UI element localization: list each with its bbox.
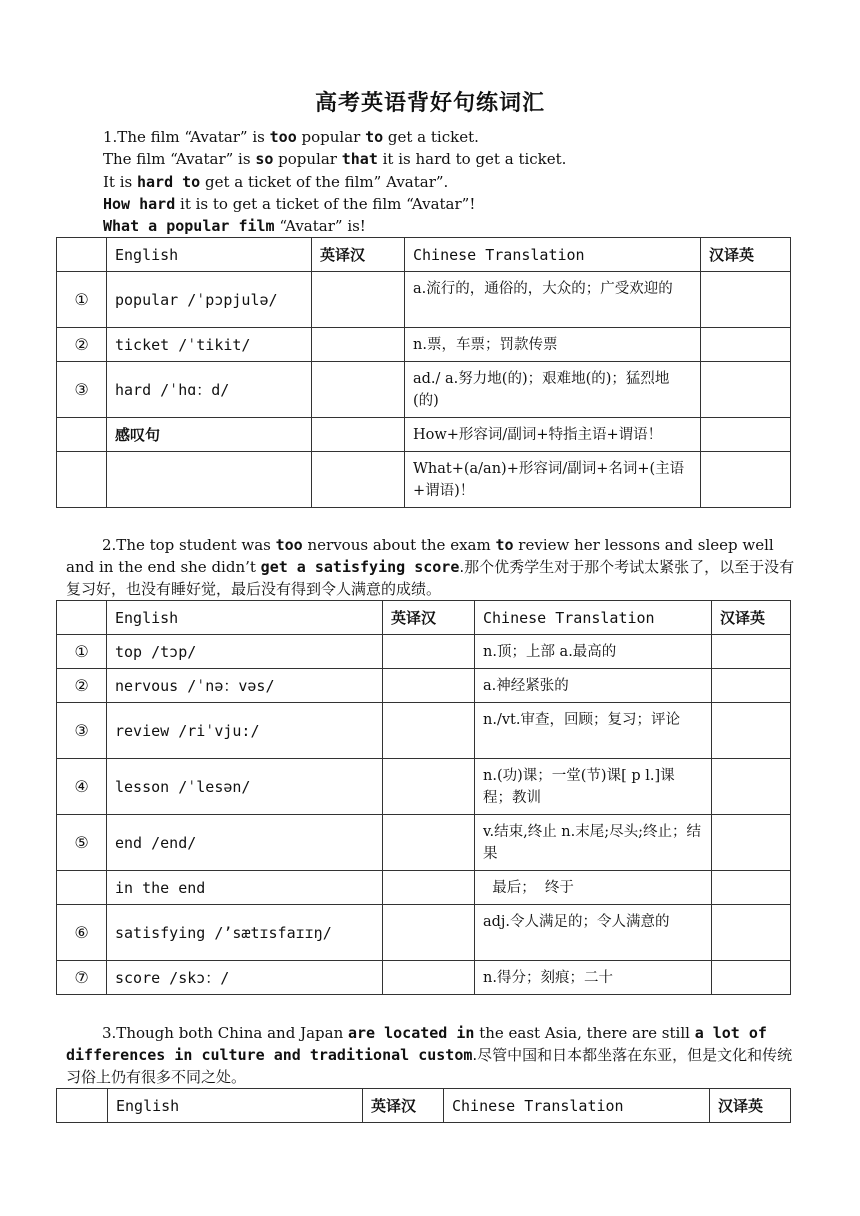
meaning-cell: n.顶；上部 a.最高的	[475, 635, 712, 669]
en-to-zh-blank[interactable]	[383, 759, 475, 815]
word-cell: popular /ˈpɔpjulə/	[107, 272, 312, 328]
table-row	[57, 815, 791, 871]
table-row	[57, 272, 791, 328]
vocab-table-3	[56, 1088, 791, 1123]
header-chinese-translation: Chinese Translation	[405, 238, 701, 272]
header-zh-to-en: 汉译英	[712, 601, 791, 635]
en-to-zh-blank[interactable]	[383, 871, 475, 905]
vocab-table-1	[56, 237, 791, 508]
table-row	[57, 961, 791, 995]
page-title: 高考英语背好句练词汇	[314, 91, 545, 116]
word-cell: in the end	[107, 871, 383, 905]
meaning-cell: What+(a/an)+形容词/副词+名词+(主语+谓语)！	[405, 452, 701, 508]
en-to-zh-blank[interactable]	[383, 635, 475, 669]
table-row	[57, 759, 791, 815]
table-row	[57, 362, 791, 418]
header-chinese-translation: Chinese Translation	[444, 1089, 710, 1123]
row-number	[57, 418, 107, 452]
row-number: ⑥	[57, 905, 107, 961]
zh-to-en-blank[interactable]	[712, 815, 791, 871]
en-to-zh-blank[interactable]	[383, 703, 475, 759]
meaning-cell: 最后； 终于	[475, 871, 712, 905]
meaning-cell: n.票，车票；罚款传票	[405, 328, 701, 362]
zh-to-en-blank[interactable]	[701, 418, 791, 452]
row-number: ①	[57, 635, 107, 669]
en-to-zh-blank[interactable]	[312, 452, 405, 508]
word-cell: ticket /ˈtikit/	[107, 328, 312, 362]
word-cell: top /tɔp/	[107, 635, 383, 669]
header-zh-to-en: 汉译英	[701, 238, 791, 272]
header-zh-to-en: 汉译英	[710, 1089, 791, 1123]
meaning-cell: n./vt.审查，回顾；复习；评论	[475, 703, 712, 759]
en-to-zh-blank[interactable]	[312, 328, 405, 362]
zh-to-en-blank[interactable]	[712, 703, 791, 759]
meaning-cell: ad./ a.努力地(的)；艰难地(的)；猛烈地(的)	[405, 362, 701, 418]
header-english: English	[107, 601, 383, 635]
row-number	[57, 871, 107, 905]
zh-to-en-blank[interactable]	[701, 452, 791, 508]
zh-to-en-blank[interactable]	[701, 328, 791, 362]
row-number: ④	[57, 759, 107, 815]
header-english: English	[107, 238, 312, 272]
zh-to-en-blank[interactable]	[712, 669, 791, 703]
row-number: ②	[57, 328, 107, 362]
en-to-zh-blank[interactable]	[312, 362, 405, 418]
header-en-to-zh: 英译汉	[363, 1089, 444, 1123]
en-to-zh-blank[interactable]	[383, 961, 475, 995]
table-header-row	[57, 601, 791, 635]
table-header-row	[57, 238, 791, 272]
word-cell	[107, 452, 312, 508]
en-to-zh-blank[interactable]	[312, 418, 405, 452]
sentence-paragraph: 2.The top student was too nervous about the exam to review her lessons and sleep well and in the end she didn’t get a satisfying score.那个优秀学生对于那个考试太紧张了，以至于没有复习好，也没有睡好觉，最后没有得到令人满意的成绩。	[66, 536, 795, 598]
row-number: ⑦	[57, 961, 107, 995]
word-cell: review /riˈvju:/	[107, 703, 383, 759]
en-to-zh-blank[interactable]	[383, 669, 475, 703]
header-en-to-zh: 英译汉	[312, 238, 405, 272]
zh-to-en-blank[interactable]	[712, 905, 791, 961]
word-cell: score /skɔ：/	[107, 961, 383, 995]
word-cell: hard /ˈhɑ：d/	[107, 362, 312, 418]
sentence-line: 1.The film “Avatar” is too popular to get a ticket.	[103, 128, 479, 146]
header-chinese-translation: Chinese Translation	[475, 601, 712, 635]
row-number: ②	[57, 669, 107, 703]
row-number: ⑤	[57, 815, 107, 871]
sentence-line: The film “Avatar” is so popular that it is hard to get a ticket.	[103, 150, 567, 168]
meaning-cell: adj.令人满足的；令人满意的	[475, 905, 712, 961]
meaning-cell: n.得分；刻痕；二十	[475, 961, 712, 995]
sentence-line: It is hard to get a ticket of the film” Avatar”.	[103, 173, 449, 191]
word-cell: satisfying /’sætɪsfaɪɪŋ/	[107, 905, 383, 961]
meaning-cell: n.(功)课；一堂(节)课[ p l.]课程；教训	[475, 759, 712, 815]
zh-to-en-blank[interactable]	[701, 272, 791, 328]
table-row	[57, 418, 791, 452]
table-row	[57, 905, 791, 961]
meaning-cell: How+形容词/副词+特指主语+谓语！	[405, 418, 701, 452]
en-to-zh-blank[interactable]	[383, 905, 475, 961]
table-row	[57, 635, 791, 669]
row-number: ①	[57, 272, 107, 328]
header-english: English	[108, 1089, 363, 1123]
word-cell: nervous /ˈnə：vəs/	[107, 669, 383, 703]
row-number: ③	[57, 362, 107, 418]
zh-to-en-blank[interactable]	[712, 635, 791, 669]
zh-to-en-blank[interactable]	[712, 759, 791, 815]
en-to-zh-blank[interactable]	[383, 815, 475, 871]
table-row	[57, 669, 791, 703]
row-number	[57, 452, 107, 508]
zh-to-en-blank[interactable]	[701, 362, 791, 418]
meaning-cell: a.流行的，通俗的，大众的；广受欢迎的	[405, 272, 701, 328]
meaning-cell: a.神经紧张的	[475, 669, 712, 703]
table-row	[57, 871, 791, 905]
en-to-zh-blank[interactable]	[312, 272, 405, 328]
zh-to-en-blank[interactable]	[712, 961, 791, 995]
word-cell: 感叹句	[107, 418, 312, 452]
sentence-line: How hard it is to get a ticket of the film “Avatar”!	[103, 195, 476, 213]
vocab-table-2	[56, 600, 791, 995]
table-header-row	[57, 1089, 791, 1123]
table-row	[57, 452, 791, 508]
table-row	[57, 703, 791, 759]
word-cell: lesson /ˈlesən/	[107, 759, 383, 815]
word-cell: end /end/	[107, 815, 383, 871]
sentence-paragraph: 3.Though both China and Japan are located in the east Asia, there are still a lot of differences in culture and traditional custom.尽管中国和日本都坐落在东亚，但是文化和传统习俗上仍有很多不同之处。	[66, 1024, 793, 1086]
header-en-to-zh: 英译汉	[383, 601, 475, 635]
sentence-line: What a popular film “Avatar” is!	[103, 217, 366, 235]
table-row	[57, 328, 791, 362]
zh-to-en-blank[interactable]	[712, 871, 791, 905]
meaning-cell: v.结束,终止 n.末尾;尽头;终止；结果	[475, 815, 712, 871]
row-number: ③	[57, 703, 107, 759]
